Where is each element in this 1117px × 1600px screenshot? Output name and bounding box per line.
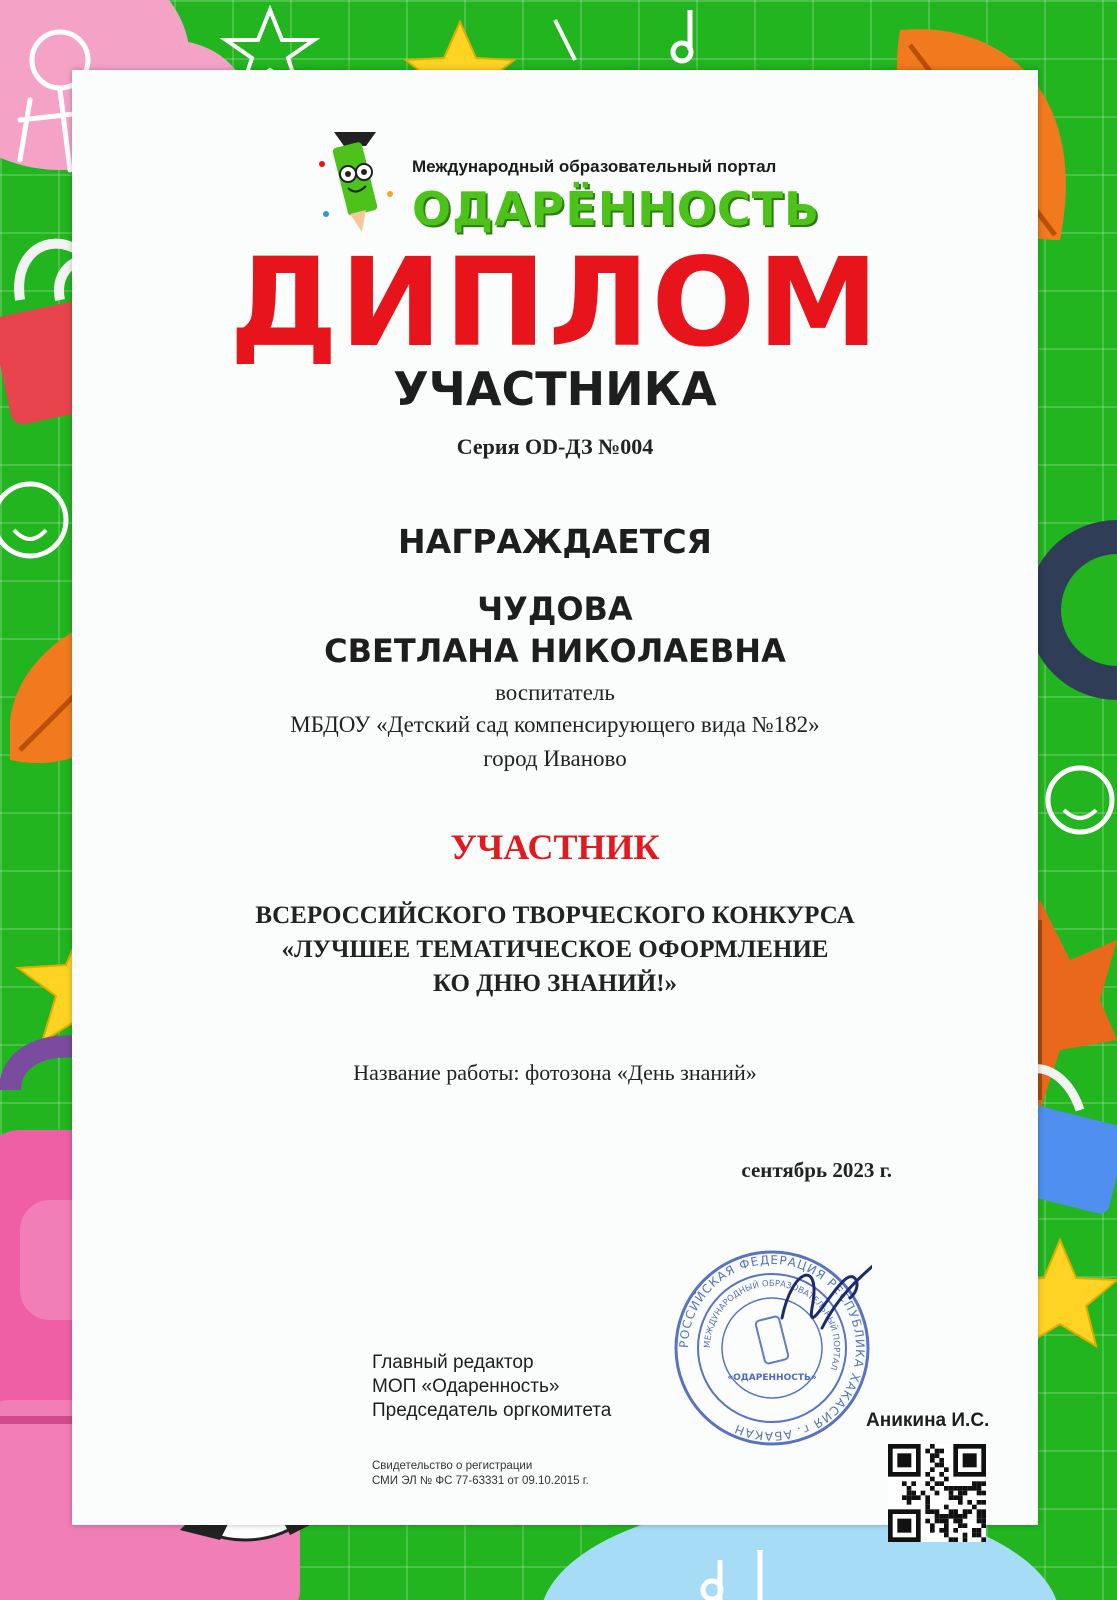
contest-line-2: «ЛУЧШЕЕ ТЕМАТИЧЕСКОЕ ОФОРМЛЕНИЕ xyxy=(281,936,829,963)
contest-line-3: КО ДНЮ ЗНАНИЙ!» xyxy=(432,970,678,997)
award-date: сентябрь 2023 г. xyxy=(741,1158,892,1182)
official-stamp xyxy=(672,1248,872,1448)
registration-line-1: Свидетельство о регистрации xyxy=(372,1460,533,1472)
diploma-title: ДИПЛОМ xyxy=(229,232,881,374)
portal-brand-logo-text: ОДАРЁННОСТЬ xyxy=(412,182,821,236)
certificate-content xyxy=(72,70,1038,1525)
contest-line-1: ВСЕРОССИЙСКОГО ТВОРЧЕСКОГО КОНКУРСА xyxy=(255,902,855,929)
recipient-organization: МБДОУ «Детский сад компенсирующего вида №182» xyxy=(290,712,820,737)
diploma-subtitle: УЧАСТНИКА xyxy=(393,362,717,416)
recipient-surname: ЧУДОВА xyxy=(477,590,633,628)
recipient-name: СВЕТЛАНА НИКОЛАЕВНА xyxy=(324,632,786,670)
registration-line-2: СМИ ЭЛ № ФС 77-63331 от 09.10.2015 г. xyxy=(372,1475,589,1487)
recipient-position: воспитатель xyxy=(495,680,615,705)
tape-roll-right xyxy=(1027,520,1117,700)
awarded-heading: НАГРАЖДАЕТСЯ xyxy=(398,522,712,561)
work-title: Название работы: фотозона «День знаний» xyxy=(353,1060,757,1085)
music-notes-top xyxy=(555,10,691,61)
smiley-doodle-right xyxy=(1048,768,1112,832)
editor-title-line-1: Главный редактор xyxy=(372,1352,534,1373)
series-number: Серия OD-ДЗ №004 xyxy=(456,434,654,459)
stamp-center-text: «ОДАРЕННОСТЬ» xyxy=(727,1373,817,1383)
signer-name: Аникина И.С. xyxy=(866,1410,990,1431)
smiley-doodle-left xyxy=(0,484,66,556)
pencil-mascot-logo xyxy=(310,124,402,244)
editor-title-line-2: МОП «Одаренность» xyxy=(372,1376,560,1397)
stamp-inner-text: МЕЖДУНАРОДНЫЙ ОБРАЗОВАТЕЛЬНЫЙ ПОРТАЛ xyxy=(702,1278,842,1372)
award-role: УЧАСТНИК xyxy=(450,827,660,867)
portal-name: Международный образовательный портал xyxy=(412,157,777,176)
editor-title-line-3: Председатель оргкомитета xyxy=(372,1400,612,1421)
recipient-city: город Иваново xyxy=(483,746,627,771)
stamp-outer-text: РОССИЙСКАЯ ФЕДЕРАЦИЯ РЕСПУБЛИКА ХАКАСИЯ г. АБАКАН xyxy=(676,1252,868,1444)
qr-code xyxy=(888,1444,986,1542)
